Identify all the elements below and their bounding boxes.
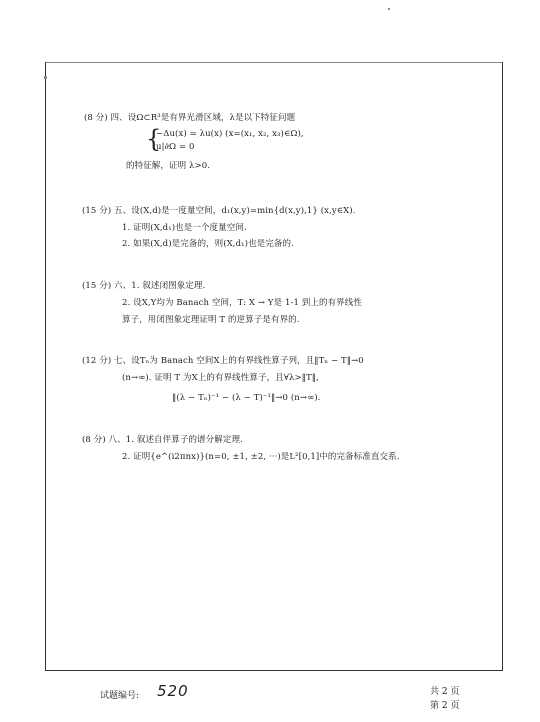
page-number: 第 2 页: [430, 701, 460, 711]
q6-line-1: (15 分) 六、1. 叙述闭图象定理.: [82, 281, 206, 291]
q6-line-2: 2. 设X,Y均为 Banach 空间，T: X → Y是 1-1 到上的有界线性: [122, 298, 362, 308]
q7-line-2: (n→∞). 证明 T 为X上的有界线性算子，且∀λ>‖T‖,: [122, 373, 319, 383]
q5-line-1: (15 分) 五、设(X,d)是一度量空间，d₁(x,y)=min{d(x,y),1} (x,y∈X).: [82, 206, 356, 216]
q5-line-3: 2. 如果(X,d)是完备的，则(X,d₁)也是完备的.: [122, 239, 294, 249]
q4-brace: {: [146, 125, 162, 153]
q5-line-2: 1. 证明(X,d₁)也是一个度量空间.: [122, 223, 247, 233]
q7-line-3: ‖(λ − Tₙ)⁻¹ − (λ − T)⁻¹‖→0 (n→∞).: [172, 393, 321, 403]
q4-line-4: 的特征解，证明 λ>0.: [126, 161, 211, 171]
q4-equation-2: u|∂Ω = 0: [156, 142, 195, 152]
q4-line-1: (8 分) 四、设Ω⊂R³是有界光滑区域，λ是以下特征问题: [84, 113, 296, 123]
q4-equation-1: −Δu(x) = λu(x) (x=(x₁, x₂, x₃)∈Ω),: [156, 129, 304, 139]
q8-line-2: 2. 证明{e^(i2πnx)}(n=0, ±1, ±2, ···)是L²[0,1]中的完备标准直交系.: [122, 452, 400, 462]
q7-line-1: (12 分) 七、设Tₙ为 Banach 空间X上的有界线性算子列，且‖Tₙ − T‖→0: [82, 356, 364, 366]
exam-code-value: 520: [157, 682, 189, 700]
q8-line-1: (8 分) 八、1. 叙述自伴算子的谱分解定理.: [82, 435, 243, 445]
exam-code-label: 试题编号:: [100, 691, 140, 701]
total-pages: 共 2 页: [430, 687, 460, 697]
q6-line-3: 算子，用闭图象定理证明 T 的逆算子是有界的.: [122, 315, 300, 325]
scan-speck: [388, 8, 390, 10]
scan-speck: [44, 76, 47, 79]
